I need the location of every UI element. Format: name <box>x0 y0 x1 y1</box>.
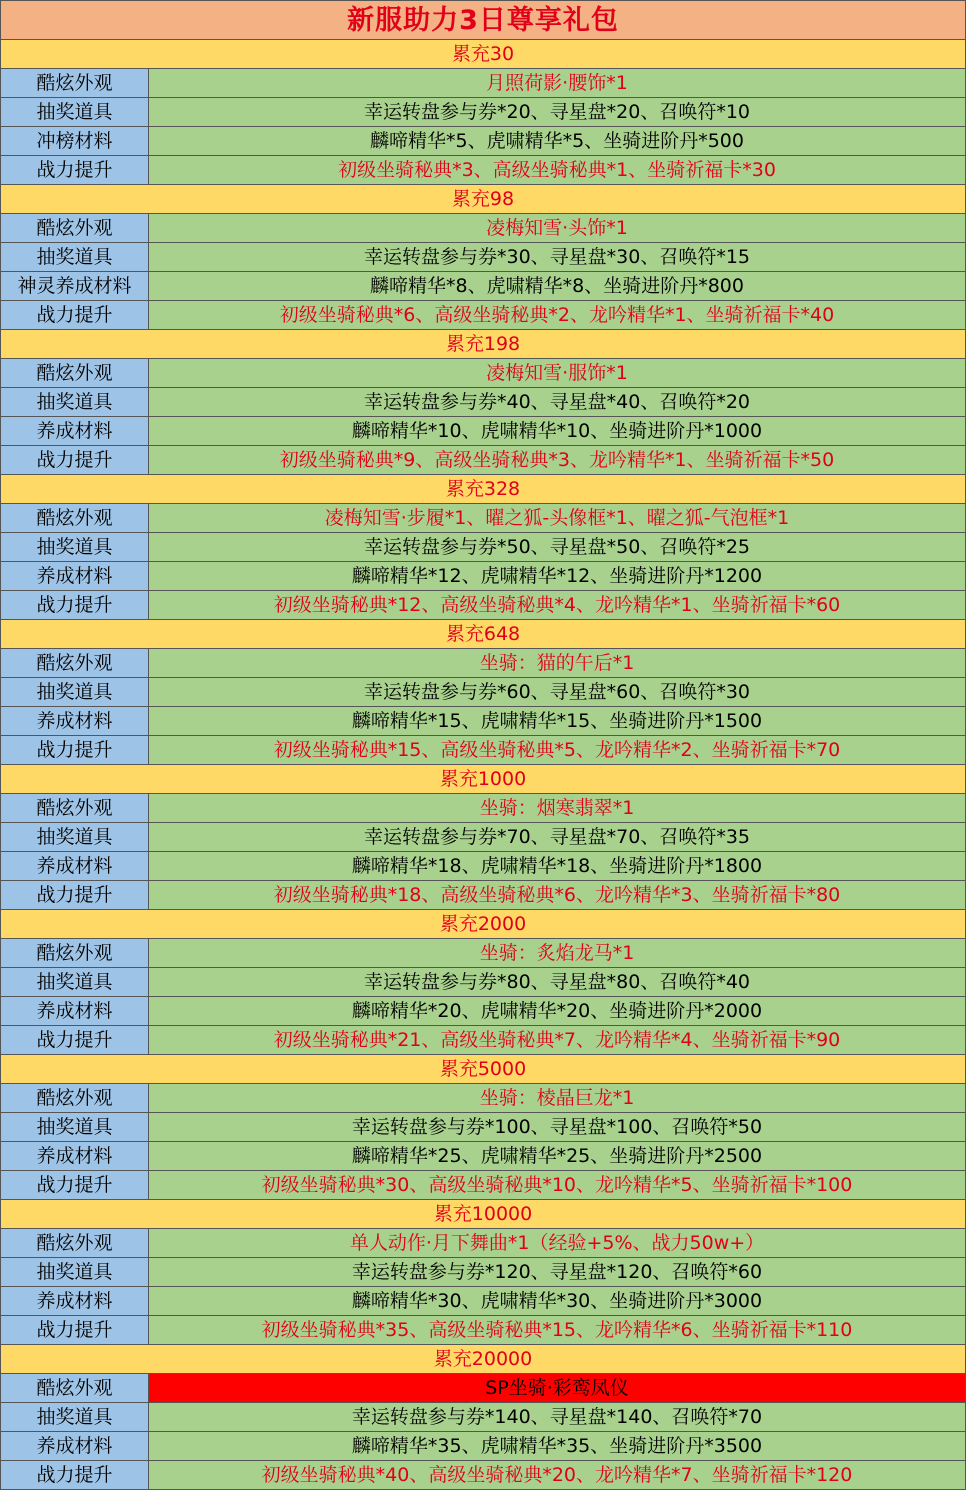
category-cell: 战力提升 <box>1 1461 149 1489</box>
reward-cell: 单人动作·月下舞曲*1（经验+5%、战力50w+） <box>149 1229 965 1257</box>
table-row <box>0 997 965 1026</box>
category-cell: 养成材料 <box>1 562 149 590</box>
reward-cell: 麟啼精华*20、虎啸精华*20、坐骑进阶丹*2000 <box>149 997 965 1025</box>
table-row <box>0 562 965 591</box>
table-row <box>0 736 965 765</box>
category-cell: 战力提升 <box>1 881 149 909</box>
sheet-title: 新服助力3日尊享礼包 <box>0 0 965 40</box>
category-cell: 养成材料 <box>1 1142 149 1170</box>
table-row <box>0 69 965 98</box>
category-cell: 抽奖道具 <box>1 243 149 271</box>
tier-header: 累充328 <box>0 475 965 504</box>
reward-cell: 凌梅知雪·服饰*1 <box>149 359 965 387</box>
table-row <box>0 1461 965 1490</box>
tier-header: 累充1000 <box>0 765 965 794</box>
reward-cell: 麟啼精华*5、虎啸精华*5、坐骑进阶丹*500 <box>149 127 965 155</box>
table-row <box>0 156 965 185</box>
table-row <box>0 968 965 997</box>
table-row <box>0 852 965 881</box>
category-cell: 战力提升 <box>1 156 149 184</box>
table-row <box>0 649 965 678</box>
reward-cell: 凌梅知雪·步履*1、曜之狐-头像框*1、曜之狐-气泡框*1 <box>149 504 965 532</box>
table-row <box>0 591 965 620</box>
table-row <box>0 1113 965 1142</box>
reward-cell: 幸运转盘参与券*30、寻星盘*30、召唤符*15 <box>149 243 965 271</box>
reward-cell: 麟啼精华*25、虎啸精华*25、坐骑进阶丹*2500 <box>149 1142 965 1170</box>
table-row <box>0 359 965 388</box>
category-cell: 酷炫外观 <box>1 794 149 822</box>
table-row <box>0 446 965 475</box>
category-cell: 抽奖道具 <box>1 968 149 996</box>
table-row <box>0 388 965 417</box>
tier-list <box>0 40 965 1490</box>
table-row <box>0 301 965 330</box>
reward-cell: 幸运转盘参与券*20、寻星盘*20、召唤符*10 <box>149 98 965 126</box>
reward-cell: 麟啼精华*35、虎啸精华*35、坐骑进阶丹*3500 <box>149 1432 965 1460</box>
category-cell: 抽奖道具 <box>1 388 149 416</box>
table-row <box>0 678 965 707</box>
category-cell: 战力提升 <box>1 1171 149 1199</box>
reward-cell: 坐骑：猫的午后*1 <box>149 649 965 677</box>
category-cell: 酷炫外观 <box>1 649 149 677</box>
tier-header: 累充648 <box>0 620 965 649</box>
reward-cell: 初级坐骑秘典*18、高级坐骑秘典*6、龙吟精华*3、坐骑祈福卡*80 <box>149 881 965 909</box>
reward-cell: 幸运转盘参与券*50、寻星盘*50、召唤符*25 <box>149 533 965 561</box>
reward-cell: 坐骑：炙焰龙马*1 <box>149 939 965 967</box>
table-row <box>0 98 965 127</box>
reward-cell: 初级坐骑秘典*9、高级坐骑秘典*3、龙吟精华*1、坐骑祈福卡*50 <box>149 446 965 474</box>
tier-header: 累充10000 <box>0 1200 965 1229</box>
category-cell: 战力提升 <box>1 591 149 619</box>
tier-header: 累充2000 <box>0 910 965 939</box>
reward-cell: SP坐骑·彩鸾凤仪 <box>149 1374 965 1402</box>
reward-cell: 初级坐骑秘典*30、高级坐骑秘典*10、龙吟精华*5、坐骑祈福卡*100 <box>149 1171 965 1199</box>
reward-cell: 麟啼精华*10、虎啸精华*10、坐骑进阶丹*1000 <box>149 417 965 445</box>
tier-header: 累充20000 <box>0 1345 965 1374</box>
table-row <box>0 243 965 272</box>
table-row <box>0 823 965 852</box>
category-cell: 抽奖道具 <box>1 1403 149 1431</box>
category-cell: 抽奖道具 <box>1 98 149 126</box>
table-row <box>0 504 965 533</box>
category-cell: 战力提升 <box>1 446 149 474</box>
table-row <box>0 939 965 968</box>
category-cell: 神灵养成材料 <box>1 272 149 300</box>
reward-cell: 初级坐骑秘典*12、高级坐骑秘典*4、龙吟精华*1、坐骑祈福卡*60 <box>149 591 965 619</box>
table-row <box>0 1258 965 1287</box>
reward-cell: 初级坐骑秘典*21、高级坐骑秘典*7、龙吟精华*4、坐骑祈福卡*90 <box>149 1026 965 1054</box>
reward-cell: 幸运转盘参与券*100、寻星盘*100、召唤符*50 <box>149 1113 965 1141</box>
reward-cell: 幸运转盘参与券*140、寻星盘*140、召唤符*70 <box>149 1403 965 1431</box>
category-cell: 酷炫外观 <box>1 504 149 532</box>
reward-cell: 麟啼精华*8、虎啸精华*8、坐骑进阶丹*800 <box>149 272 965 300</box>
table-row <box>0 1403 965 1432</box>
reward-cell: 初级坐骑秘典*40、高级坐骑秘典*20、龙吟精华*7、坐骑祈福卡*120 <box>149 1461 965 1489</box>
tier-header: 累充198 <box>0 330 965 359</box>
table-row <box>0 127 965 156</box>
reward-cell: 初级坐骑秘典*6、高级坐骑秘典*2、龙吟精华*1、坐骑祈福卡*40 <box>149 301 965 329</box>
tier-header: 累充30 <box>0 40 965 69</box>
reward-cell: 月照荷影·腰饰*1 <box>149 69 965 97</box>
category-cell: 抽奖道具 <box>1 1113 149 1141</box>
category-cell: 抽奖道具 <box>1 823 149 851</box>
category-cell: 冲榜材料 <box>1 127 149 155</box>
reward-cell: 麟啼精华*15、虎啸精华*15、坐骑进阶丹*1500 <box>149 707 965 735</box>
table-row <box>0 1026 965 1055</box>
category-cell: 酷炫外观 <box>1 69 149 97</box>
table-row <box>0 1171 965 1200</box>
tier-header: 累充98 <box>0 185 965 214</box>
category-cell: 养成材料 <box>1 1432 149 1460</box>
reward-cell: 坐骑：烟寒翡翠*1 <box>149 794 965 822</box>
category-cell: 养成材料 <box>1 417 149 445</box>
reward-cell: 凌梅知雪·头饰*1 <box>149 214 965 242</box>
category-cell: 酷炫外观 <box>1 1374 149 1402</box>
table-row <box>0 214 965 243</box>
reward-cell: 麟啼精华*30、虎啸精华*30、坐骑进阶丹*3000 <box>149 1287 965 1315</box>
reward-cell: 幸运转盘参与券*70、寻星盘*70、召唤符*35 <box>149 823 965 851</box>
reward-cell: 幸运转盘参与券*80、寻星盘*80、召唤符*40 <box>149 968 965 996</box>
category-cell: 战力提升 <box>1 736 149 764</box>
table-row <box>0 533 965 562</box>
category-cell: 酷炫外观 <box>1 939 149 967</box>
category-cell: 抽奖道具 <box>1 1258 149 1286</box>
category-cell: 抽奖道具 <box>1 678 149 706</box>
reward-cell: 麟啼精华*18、虎啸精华*18、坐骑进阶丹*1800 <box>149 852 965 880</box>
category-cell: 酷炫外观 <box>1 359 149 387</box>
table-row <box>0 272 965 301</box>
table-row <box>0 1316 965 1345</box>
category-cell: 养成材料 <box>1 707 149 735</box>
category-cell: 酷炫外观 <box>1 214 149 242</box>
tier-header: 累充5000 <box>0 1055 965 1084</box>
reward-cell: 幸运转盘参与券*120、寻星盘*120、召唤符*60 <box>149 1258 965 1286</box>
category-cell: 战力提升 <box>1 301 149 329</box>
table-row <box>0 1084 965 1113</box>
reward-cell: 麟啼精华*12、虎啸精华*12、坐骑进阶丹*1200 <box>149 562 965 590</box>
category-cell: 养成材料 <box>1 997 149 1025</box>
category-cell: 酷炫外观 <box>1 1229 149 1257</box>
table-row <box>0 1229 965 1258</box>
category-cell: 战力提升 <box>1 1026 149 1054</box>
category-cell: 战力提升 <box>1 1316 149 1344</box>
table-row <box>0 1287 965 1316</box>
category-cell: 酷炫外观 <box>1 1084 149 1112</box>
reward-cell: 初级坐骑秘典*35、高级坐骑秘典*15、龙吟精华*6、坐骑祈福卡*110 <box>149 1316 965 1344</box>
table-row <box>0 1432 965 1461</box>
reward-cell: 初级坐骑秘典*3、高级坐骑秘典*1、坐骑祈福卡*30 <box>149 156 965 184</box>
reward-cell: 初级坐骑秘典*15、高级坐骑秘典*5、龙吟精华*2、坐骑祈福卡*70 <box>149 736 965 764</box>
table-row <box>0 707 965 736</box>
reward-cell: 坐骑：棱晶巨龙*1 <box>149 1084 965 1112</box>
table-row <box>0 1374 965 1403</box>
category-cell: 养成材料 <box>1 852 149 880</box>
table-row <box>0 417 965 446</box>
table-row <box>0 1142 965 1171</box>
category-cell: 养成材料 <box>1 1287 149 1315</box>
table-row <box>0 881 965 910</box>
reward-cell: 幸运转盘参与券*40、寻星盘*40、召唤符*20 <box>149 388 965 416</box>
reward-cell: 幸运转盘参与券*60、寻星盘*60、召唤符*30 <box>149 678 965 706</box>
category-cell: 抽奖道具 <box>1 533 149 561</box>
table-row <box>0 794 965 823</box>
